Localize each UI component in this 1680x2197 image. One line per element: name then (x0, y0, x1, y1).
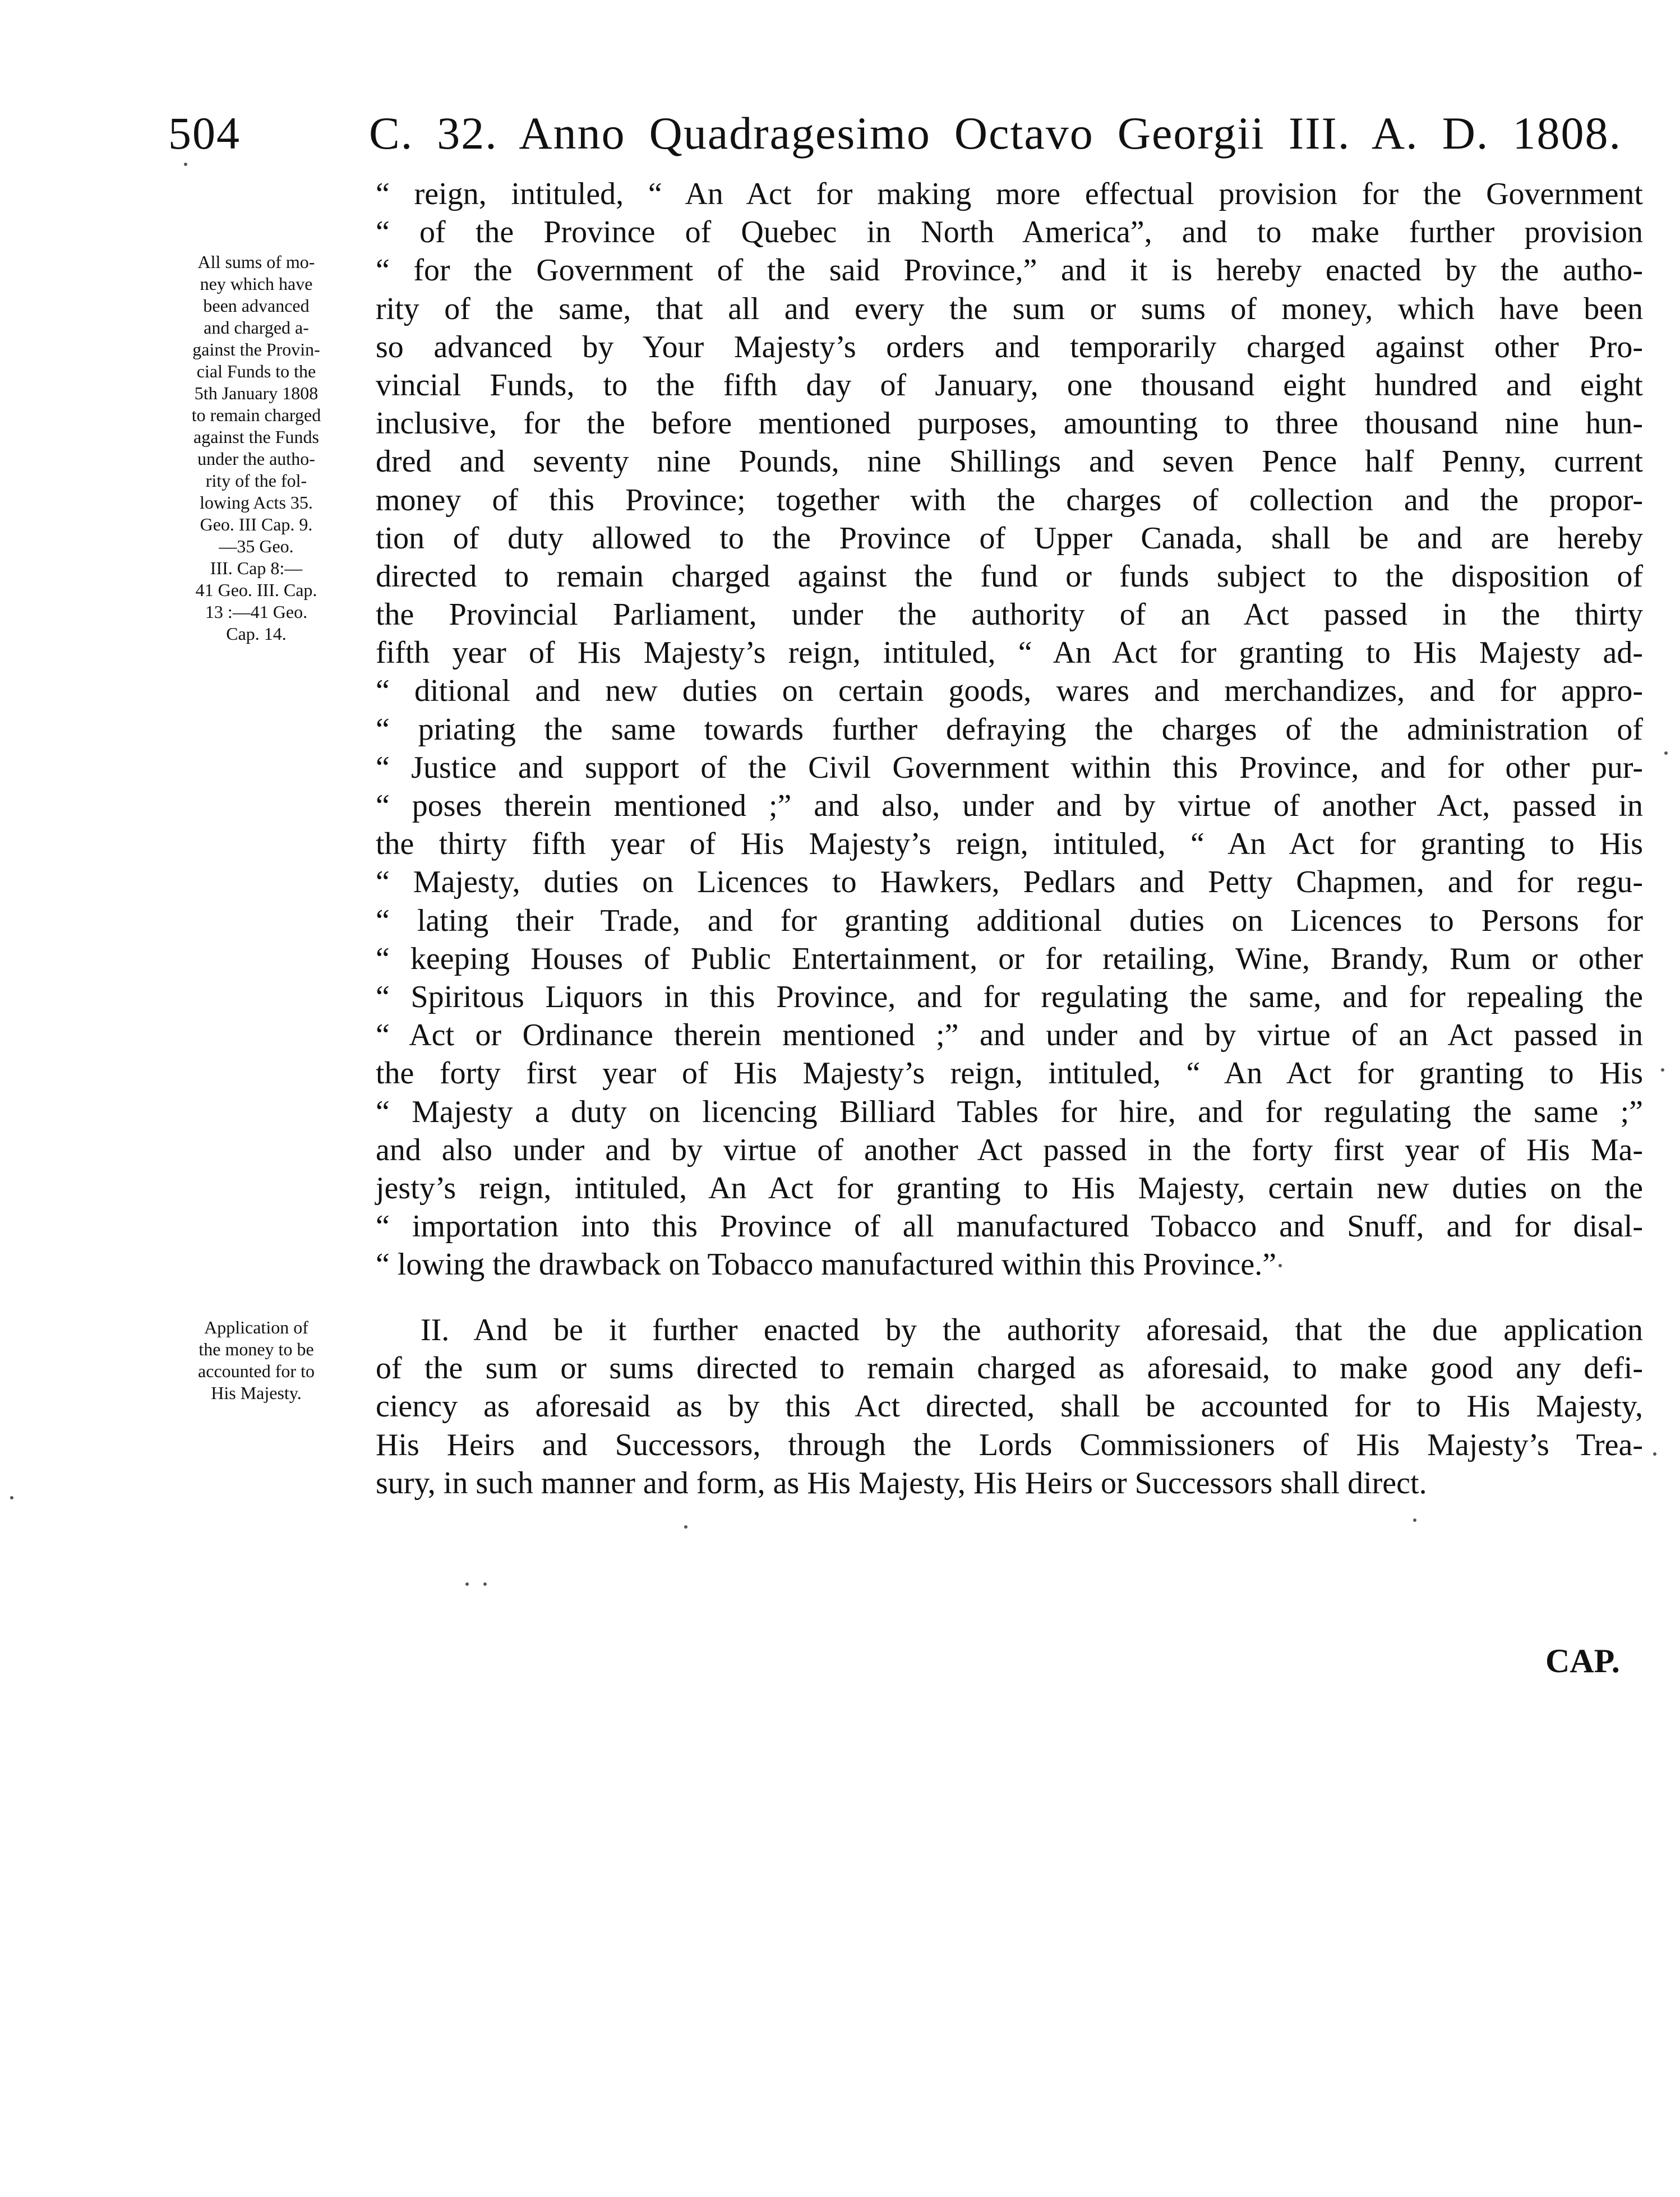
margin-note-line: His Majesty. (211, 1383, 302, 1403)
margin-note-line: and charged a- (204, 317, 309, 338)
text-line: money of this Province; together with the charges of collection and the propor- (376, 482, 1643, 518)
margin-note-line: 13 :—41 Geo. (205, 602, 308, 622)
text-line: “ of the Province of Quebec in North America”, and to make further provision (376, 215, 1643, 250)
text-line: the forty first year of His Majesty’s reign, intituled, “ An Act for granting to His (376, 1056, 1643, 1091)
catch-word: CAP. (1545, 1642, 1620, 1679)
margin-note-line: against the Funds (193, 427, 319, 447)
text-line: His Heirs and Successors, through the Lords Commissioners of His Majesty’s Trea- (376, 1427, 1643, 1462)
margin-note-line: Cap. 14. (226, 624, 287, 644)
margin-note-line: ney which have (200, 274, 313, 294)
text-line: rity of the same, that all and every the sum or sums of money, which have been (376, 291, 1643, 326)
text-line: jesty’s reign, intituled, An Act for granting to His Majesty, certain new duties on the (376, 1170, 1643, 1206)
margin-note-line: rity of the fol- (205, 470, 307, 491)
text-line: dred and seventy nine Pounds, nine Shillings and seven Pence half Penny, current (376, 444, 1643, 479)
text-line: sury, in such manner and form, as His Majesty, His Heirs or Successors shall direct. (376, 1465, 1427, 1501)
text-line: “ keeping Houses of Public Entertainment, or for retailing, Wine, Brandy, Rum or other (376, 941, 1643, 976)
text-line: “ ditional and new duties on certain goods, wares and merchandizes, and for appro- (376, 673, 1643, 709)
margin-note-line: been advanced (203, 296, 310, 316)
text-line: inclusive, for the before mentioned purposes, amounting to three thousand nine hun- (376, 406, 1643, 441)
text-line: fifth year of His Majesty’s reign, intituled, “ An Act for granting to His Majesty ad- (376, 635, 1643, 671)
text-line: “ lowing the drawback on Tobacco manufactured within this Province.” (376, 1247, 1277, 1282)
margin-note-line: —35 Geo. (219, 536, 294, 556)
text-line: the thirty fifth year of His Majesty’s reign, intituled, “ An Act for granting to His (376, 827, 1643, 862)
page-header (168, 100, 1649, 167)
margin-note-line: under the autho- (197, 449, 315, 469)
margin-note-sums-charged (147, 251, 366, 645)
text-line: “ Majesty a duty on licencing Billiard Tables for hire, and for regulating the same ;” (376, 1094, 1643, 1129)
margin-note-line: Geo. III Cap. 9. (200, 514, 313, 534)
text-line: and also under and by virtue of another Act passed in the forty first year of His Ma- (376, 1132, 1643, 1167)
margin-note-line: 41 Geo. III. Cap. (195, 580, 317, 600)
text-line: “ for the Government of the said Province,” and it is hereby enacted by the autho- (376, 253, 1643, 288)
margin-note-line: cial Funds to the (196, 361, 316, 381)
section-1-text (376, 175, 1643, 1284)
margin-note-line: 5th January 1808 (194, 383, 319, 403)
margin-note-line: gainst the Provin- (192, 339, 320, 359)
page-number: 504 (168, 108, 241, 159)
running-title: C. 32. Anno Quadragesimo Octavo Georgii III. A. D. 1808. (369, 108, 1622, 159)
margin-note-line: Application of (204, 1317, 308, 1337)
text-line: vincial Funds, to the fifth day of January, one thousand eight hundred and eight (376, 367, 1643, 403)
text-line: the Provincial Parliament, under the authority of an Act passed in the thirty (376, 597, 1643, 633)
text-line: “ reign, intituled, “ An Act for making more effectual provision for the Government (376, 177, 1643, 211)
text-line: of the sum or sums directed to remain charged as aforesaid, to make good any defi- (376, 1351, 1643, 1386)
margin-note-line: lowing Acts 35. (200, 492, 313, 513)
margin-note-line: accounted for to (198, 1361, 315, 1381)
text-line: ciency as aforesaid as by this Act directed, shall be accounted for to His Majesty, (376, 1389, 1643, 1424)
margin-note-application (147, 1317, 366, 1404)
text-line: tion of duty allowed to the Province of Upper Canada, shall be and are hereby (376, 520, 1643, 556)
text-line: “ Act or Ordinance therein mentioned ;” and under and by virtue of an Act passed in (376, 1018, 1643, 1053)
margin-note-line: the money to be (199, 1339, 314, 1359)
margin-note-line: All sums of mo- (197, 252, 315, 272)
text-line: “ lating their Trade, and for granting additional duties on Licences to Persons for (376, 903, 1643, 938)
text-line: “ poses therein mentioned ;” and also, under and by virtue of another Act, passed in (376, 788, 1643, 823)
text-line: “ Majesty, duties on Licences to Hawkers, Pedlars and Petty Chapmen, and for regu- (376, 865, 1643, 900)
text-line: II. And be it further enacted by the authority aforesaid, that the due application (421, 1313, 1643, 1347)
section-2-text (376, 1311, 1643, 1502)
text-line: “ priating the same towards further defraying the charges of the administration of (376, 712, 1643, 747)
margin-note-line: III. Cap 8:— (210, 558, 303, 578)
margin-note-line: to remain charged (191, 405, 321, 425)
text-line: “ Justice and support of the Civil Government within this Province, and for other pur- (376, 750, 1643, 785)
text-line: “ Spiritous Liquors in this Province, and for regulating the same, and for repealing the (376, 979, 1643, 1014)
text-line: directed to remain charged against the fund or funds subject to the disposition of (376, 559, 1643, 594)
text-line: so advanced by Your Majesty’s orders and temporarily charged against other Pro- (376, 329, 1643, 364)
text-line: “ importation into this Province of all manufactured Tobacco and Snuff, and for disal- (376, 1209, 1643, 1244)
